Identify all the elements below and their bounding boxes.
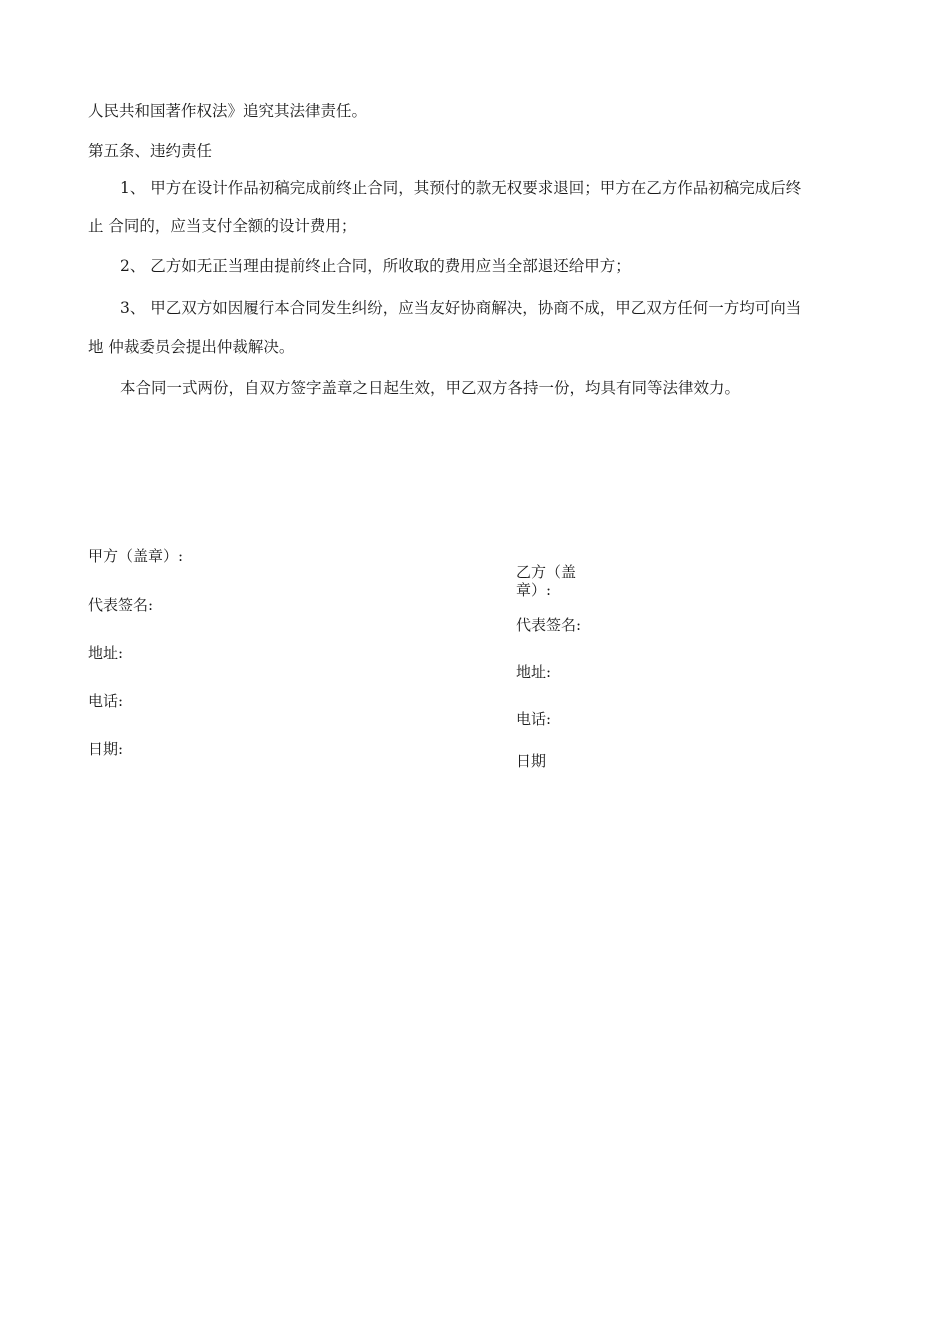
party-a-date: 日期: [88,740,124,758]
party-b-label: 乙方（盖章）: [516,563,577,599]
clause-1-line-2: 止 合同的，应当支付全额的设计费用； [88,217,357,235]
party-b-date-clipped [516,752,547,770]
clause-1-line-1: 1、 甲方在设计作品初稿完成前终止合同，其预付的款无权要求退回；甲方在乙方作品初稿完成后终 [120,179,802,197]
clause-3-line-1: 3、 甲乙双方如因履行本合同发生纠纷，应当友好协商解决，协商不成，甲乙双方任何一方均可向当 [120,299,802,317]
clause-3-line-2: 地 仲裁委员会提出仲裁解决。 [88,338,295,356]
party-a-label: 甲方（盖章）: [88,547,184,565]
article-heading: 第五条、违约责任 [88,142,213,160]
party-b-address: 地址: [516,663,552,681]
party-a-phone: 电话: [88,692,124,710]
party-a-representative: 代表签名: [88,596,154,614]
party-b-date: 日期 [516,752,547,770]
clause-2: 2、 乙方如无正当理由提前终止合同，所收取的费用应当全部退还给甲方； [120,257,631,275]
closing-statement: 本合同一式两份，自双方签字盖章之日起生效，甲乙双方各持一份，均具有同等法律效力。 [120,379,741,397]
party-b-representative: 代表签名: [516,616,582,634]
party-a-address: 地址: [88,644,124,662]
body-line-1: 人民共和国著作权法》追究其法律责任。 [88,102,368,120]
party-b-phone: 电话: [516,710,552,728]
